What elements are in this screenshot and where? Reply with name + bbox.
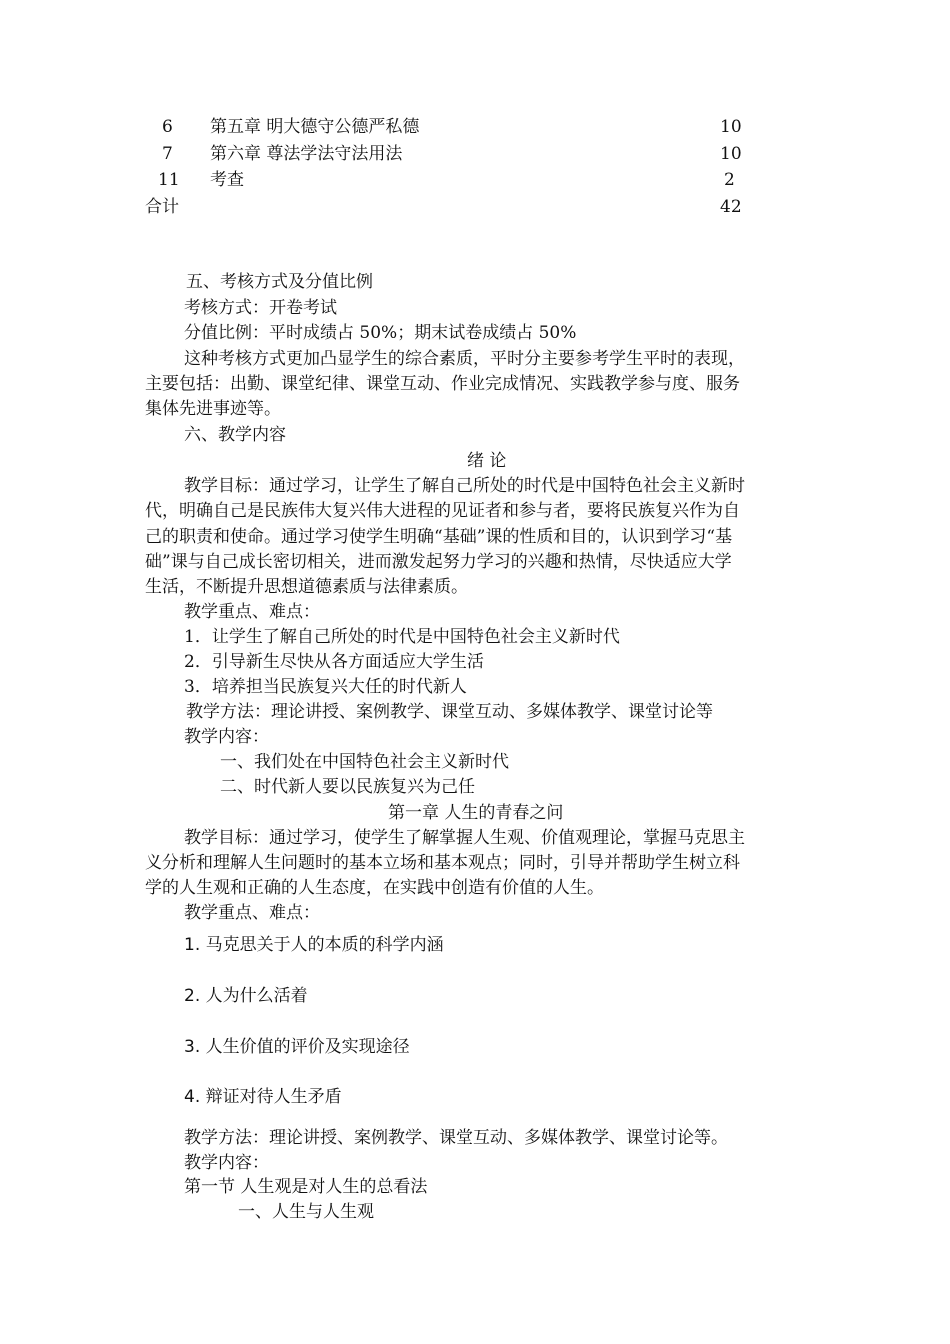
section-heading: 五、考核方式及分值比例 — [186, 272, 373, 292]
paragraph-line: 主要包括：出勤、课堂纪律、课堂互动、作业完成情况、实践教学参与度、服务 — [145, 374, 740, 394]
paragraph-line: 代，明确自己是民族伟大复兴伟大进程的见证者和参与者，要将民族复兴作为自 — [145, 501, 740, 521]
paragraph-line: 教学目标：通过学习，让学生了解自己所处的时代是中国特色社会主义新时 — [184, 476, 745, 496]
total-label: 合计 — [145, 197, 179, 217]
row-title: 考查 — [210, 170, 244, 190]
list-item: 2. 人为什么活着 — [184, 986, 308, 1006]
section-heading: 六、教学内容 — [184, 425, 286, 445]
score-ratio: 分值比例：平时成绩占 50%；期末试卷成绩占 50% — [184, 323, 577, 343]
list-item: 1．让学生了解自己所处的时代是中国特色社会主义新时代 — [184, 627, 620, 647]
subheading: 教学重点、难点： — [184, 602, 320, 622]
row-title: 第六章 尊法学法守法用法 — [210, 144, 403, 164]
section-title: 第一节 人生观是对人生的总看法 — [184, 1177, 428, 1197]
assessment-method: 考核方式：开卷考试 — [184, 298, 337, 318]
paragraph-line: 础”课与自己成长密切相关，进而激发起努力学习的兴趣和热情，尽快适应大学 — [145, 552, 732, 572]
paragraph-line: 教学目标：通过学习，使学生了解掌握人生观、价值观理论，掌握马克思主 — [184, 828, 745, 848]
subheading: 教学重点、难点： — [184, 903, 320, 923]
row-hours: 10 — [720, 144, 742, 164]
paragraph-line: 集体先进事迹等。 — [145, 399, 281, 419]
row-number: 7 — [162, 144, 173, 164]
row-number: 6 — [162, 117, 173, 137]
row-title: 第五章 明大德守公德严私德 — [210, 117, 420, 137]
paragraph-line: 己的职责和使命。通过学习使学生明确“基础”课的性质和目的，认识到学习“基 — [145, 527, 733, 547]
list-item: 2．引导新生尽快从各方面适应大学生活 — [184, 652, 484, 672]
teaching-method: 教学方法：理论讲授、案例教学、课堂互动、多媒体教学、课堂讨论等。 — [184, 1128, 728, 1148]
paragraph-line: 生活，不断提升思想道德素质与法律素质。 — [145, 577, 468, 597]
list-item: 3. 人生价值的评价及实现途径 — [184, 1037, 410, 1057]
paragraph-line: 学的人生观和正确的人生态度，在实践中创造有价值的人生。 — [145, 878, 604, 898]
list-item: 一、我们处在中国特色社会主义新时代 — [220, 752, 509, 772]
total-hours: 42 — [720, 197, 742, 217]
list-item: 4. 辩证对待人生矛盾 — [184, 1087, 342, 1107]
chapter-title: 第一章 人生的青春之问 — [388, 803, 564, 823]
subheading: 教学内容： — [184, 1153, 269, 1173]
list-item: 3．培养担当民族复兴大任的时代新人 — [184, 677, 467, 697]
list-item: 1. 马克思关于人的本质的科学内涵 — [184, 935, 444, 955]
row-hours: 10 — [720, 117, 742, 137]
subheading: 教学内容： — [184, 727, 269, 747]
paragraph-line: 这种考核方式更加凸显学生的综合素质，平时分主要参考学生平时的表现， — [184, 349, 745, 369]
row-hours: 2 — [724, 170, 735, 190]
list-item: 二、时代新人要以民族复兴为己任 — [220, 777, 475, 797]
list-item: 一、人生与人生观 — [238, 1202, 374, 1222]
teaching-method: 教学方法：理论讲授、案例教学、课堂互动、多媒体教学、课堂讨论等 — [186, 702, 713, 722]
row-number: 11 — [158, 170, 180, 190]
paragraph-line: 义分析和理解人生问题时的基本立场和基本观点；同时，引导并帮助学生树立科 — [145, 853, 740, 873]
chapter-title: 绪 论 — [467, 451, 507, 471]
